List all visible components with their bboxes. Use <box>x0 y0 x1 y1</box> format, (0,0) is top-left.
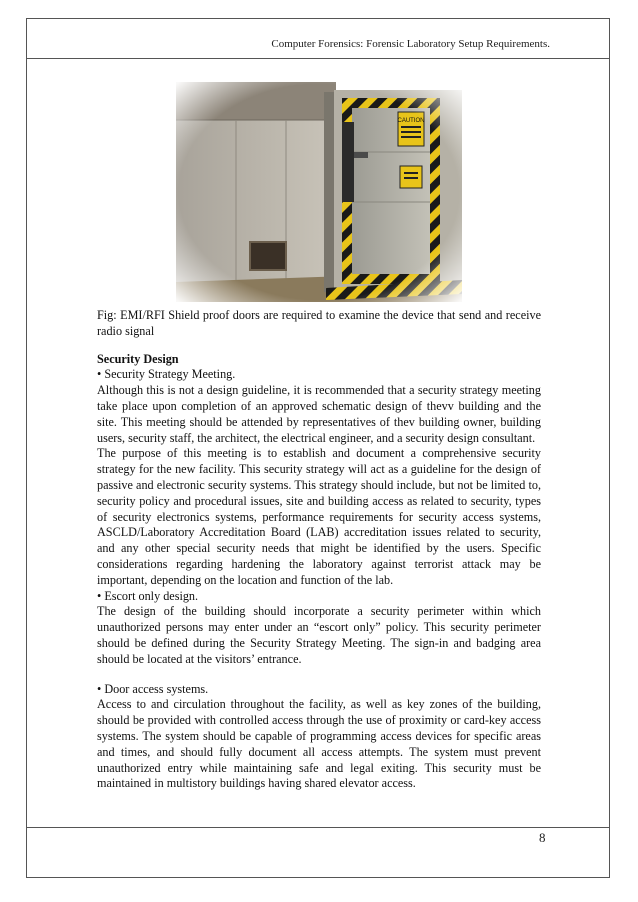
running-header: Computer Forensics: Forensic Laboratory Setup Requirements. <box>271 38 550 50</box>
bullet-escort-only-design: • Escort only design. <box>97 588 199 603</box>
paragraph-1: Although this is not a design guideline, it is recommended that a security strategy meeting take place upon completion of an approved schematic design of thevv building and the site. This meeting should be attended by representatives of thev building owner, building users, security staff, the architect, the electrical engineer, and a security design consultant. <box>97 383 541 445</box>
page-number: 8 <box>539 830 546 845</box>
bullet-door-access-systems: • Door access systems. <box>97 681 209 696</box>
section-heading: Security Design <box>97 351 179 366</box>
footer-rule <box>27 827 609 828</box>
paragraph-2: The purpose of this meeting is to establish and document a comprehensive security strategy for the new facility. This security strategy will act as a guideline for the design of passive and electronic security systems. This strategy should include, but not be limited to, security policy and procedural issues, site and building access as related to security, types of security electronics systems, performance requirements for security access systems, ASCLD/Laboratory Accreditation Board (LAB) accreditation issues related to security, and any other special security needs that might be identified by the users. Specific considerations regarding hardening the laboratory against terrorist attack may be important, depending on the location and function of the lab. <box>97 446 541 587</box>
bullet-security-strategy-meeting: • Security Strategy Meeting. <box>97 367 236 382</box>
paragraph-gap <box>97 668 541 682</box>
paragraph-4: Access to and circulation throughout the facility, as well as key zones of the building, should be provided with controlled access through the use of proximity or card-key access systems. The system should be capable of programming access devices for specific areas and times, and should fully document all access attempts. The system must prevent unauthorized entry while maintaining safe and legal exiting. This security must be maintained in multistory buildings having shared elevator access. <box>97 697 541 791</box>
header-rule <box>27 58 609 59</box>
emi-shield-door-photo <box>176 82 462 302</box>
document-body <box>97 308 541 792</box>
paragraph-3: The design of the building should incorporate a security perimeter within which unauthorized persons may enter under an “escort only” policy. This security perimeter should be defined during the Security Strategy Meeting. The sign-in and badging area should be located at the visitors’ entrance. <box>97 604 541 666</box>
figure-caption: Fig: EMI/RFI Shield proof doors are required to examine the device that send and receive radio signal <box>97 308 541 338</box>
